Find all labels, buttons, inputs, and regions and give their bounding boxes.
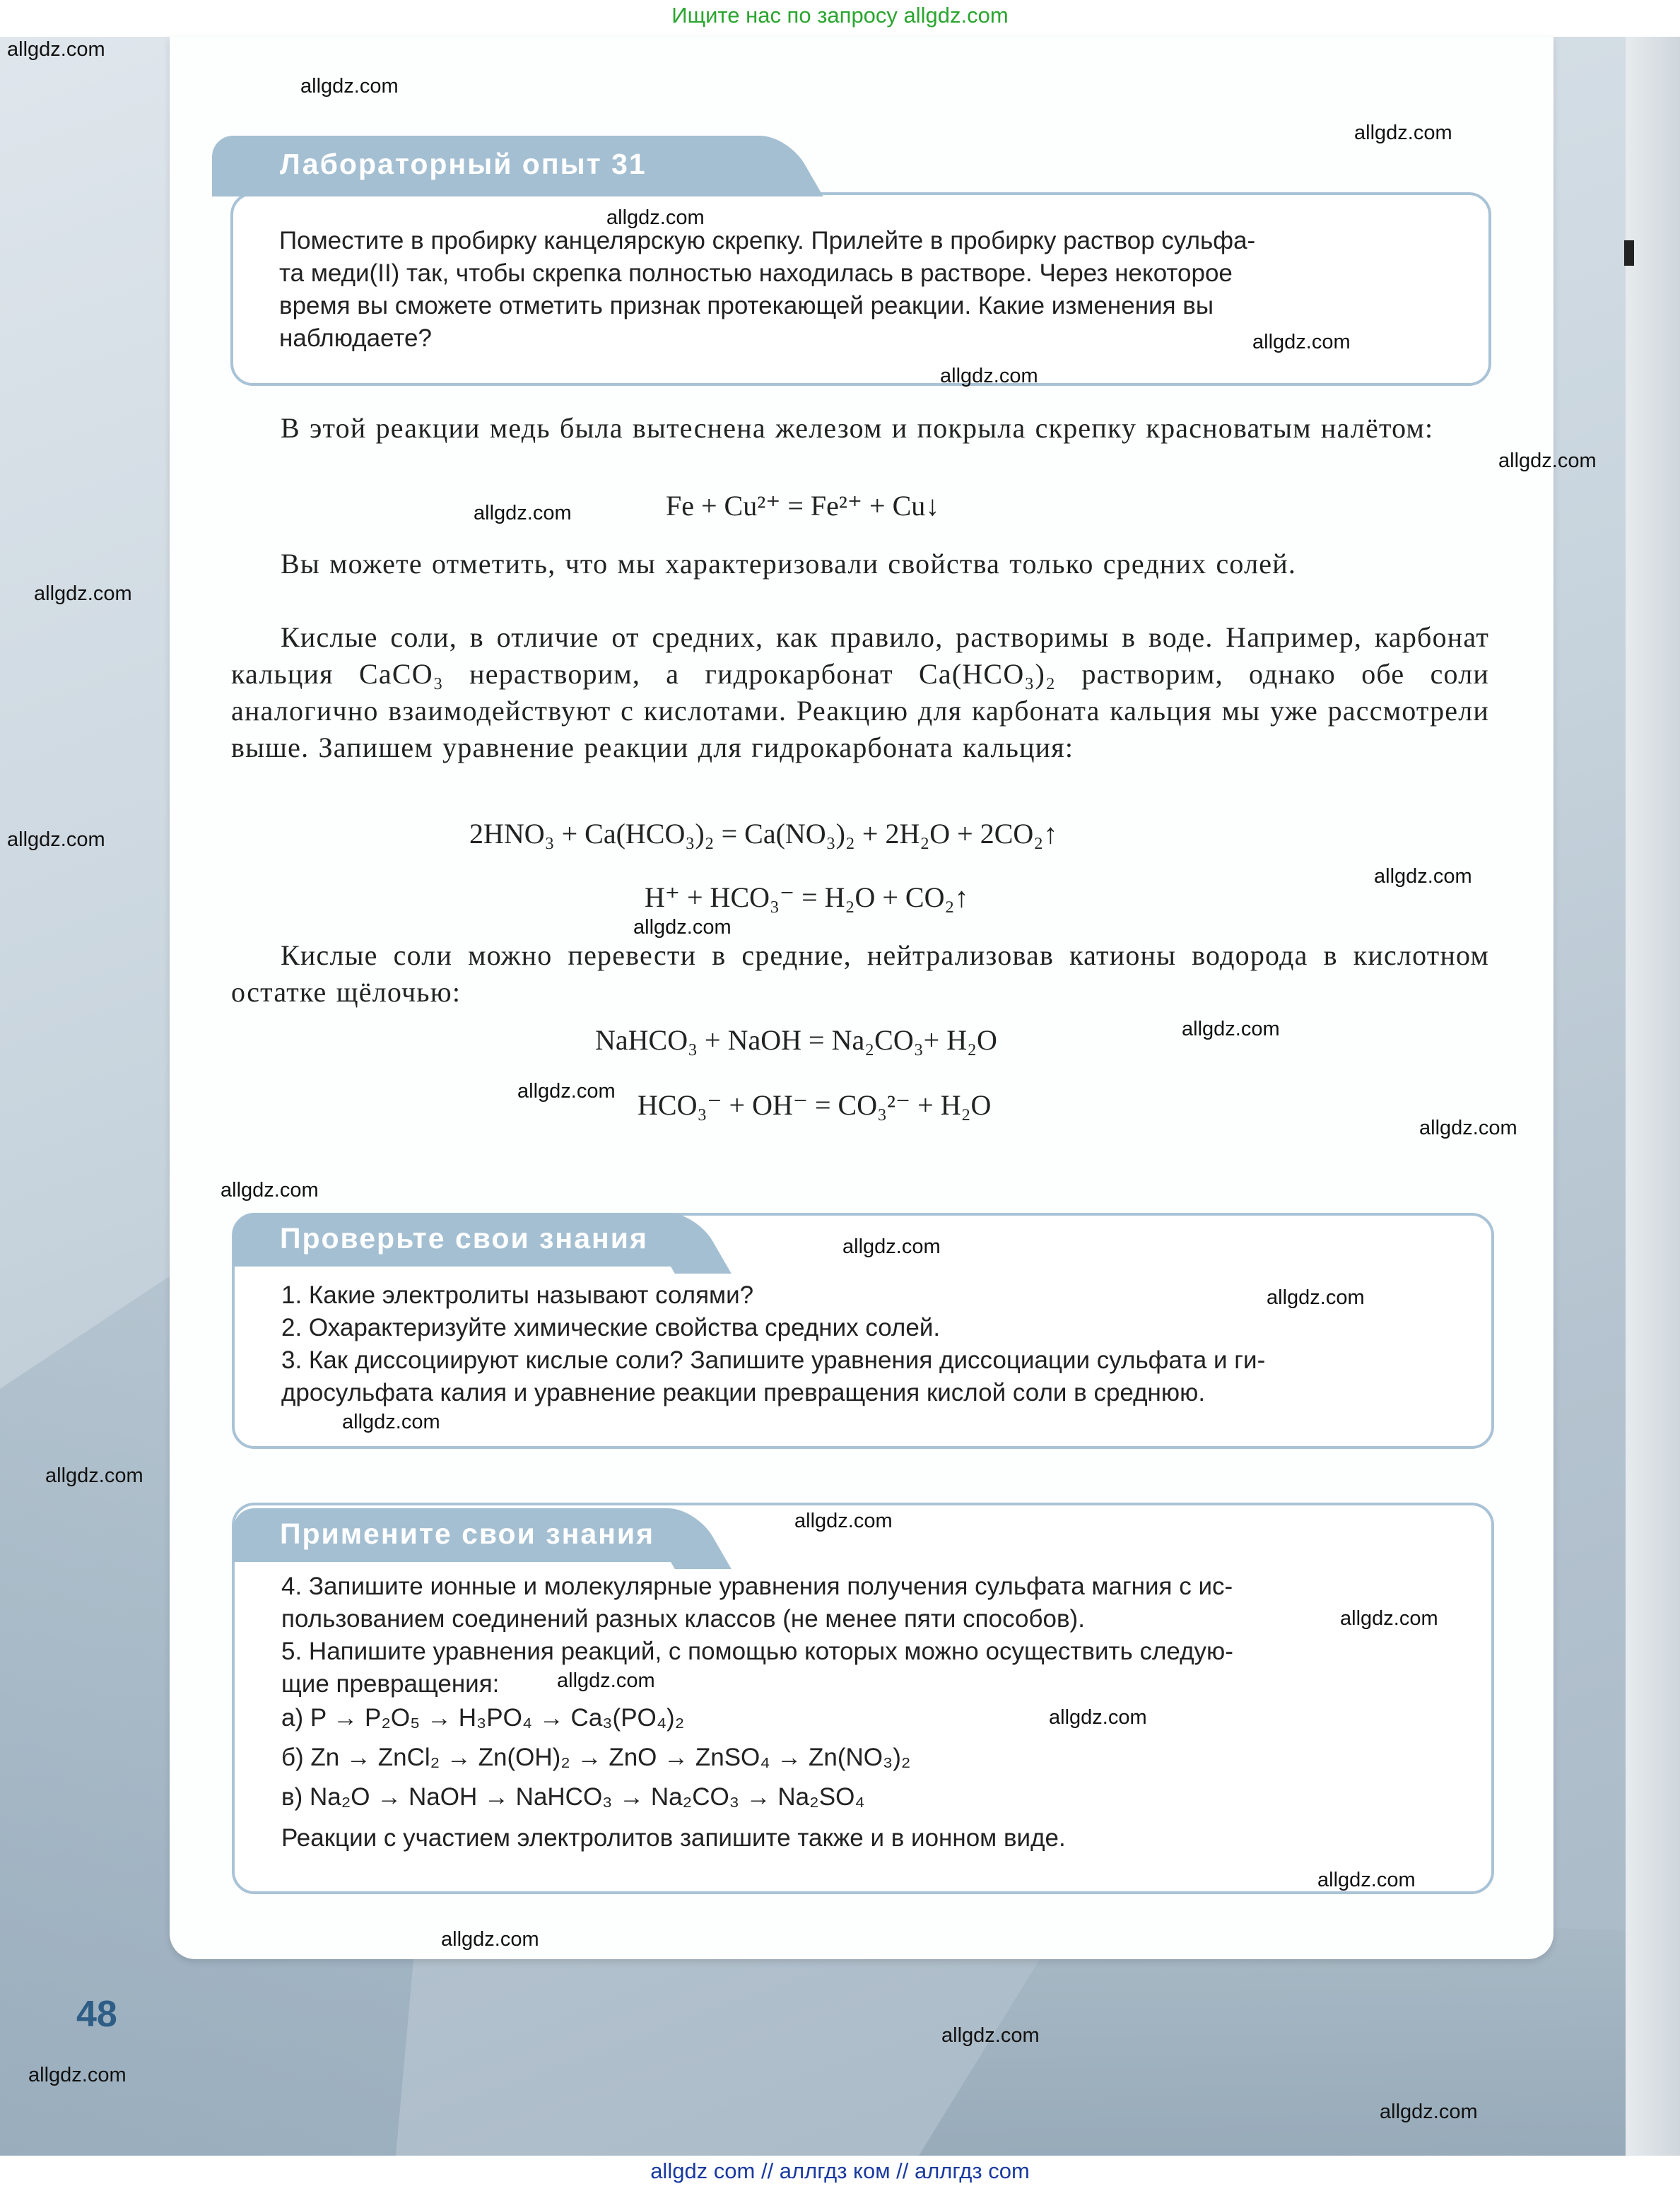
conversion-chain: а) P → P₂O₅ → H₃PO₄ → Ca₃(PO₄)₂ (281, 1704, 685, 1732)
conversion-chain: б) Zn → ZnCl₂ → Zn(OH)₂ → ZnO → ZnSO₄ → Zn(NO₃)₂ (281, 1744, 911, 1771)
lab-line: наблюдаете? (279, 324, 432, 352)
lab-line: время вы сможете отметить признак протекающей реакции. Какие изменения вы (279, 292, 1214, 319)
watermark: allgdz.com (794, 1510, 893, 1532)
watermark: allgdz.com (940, 365, 1038, 387)
lab-line: Поместите в пробирку канцелярскую скрепку. Прилейте в пробирку раствор сульфа- (279, 227, 1256, 254)
equation: H⁺ + HCO₃⁻ = H₂O + CO₂↑ (645, 881, 969, 913)
watermark: allgdz.com (7, 828, 105, 851)
watermark: allgdz.com (1317, 1869, 1416, 1891)
watermark: allgdz.com (1252, 331, 1351, 353)
paragraph: В этой реакции медь была вытеснена железом и покрыла скрепку красноватым налётом: (281, 412, 1434, 444)
equation: 2HNO₃ + Ca(HCO₃)₂ = Ca(NO₃)₂ + 2H₂O + 2CO₂↑ (469, 818, 1058, 850)
paragraph: Вы можете отметить, что мы характеризовали свойства только средних солей. (281, 548, 1297, 580)
watermark: allgdz.com (474, 502, 572, 524)
watermark: allgdz.com (1340, 1607, 1438, 1630)
watermark: allgdz.com (342, 1411, 440, 1433)
paragraph: Кислые соли, в отличие от средних, как правило, растворимы в воде. Например, карбонат кальция CaCO₃ нерастворим, а гидрокарбонат Ca(HCO₃)₂ растворим, однако обе соли аналогично взаимодействуют с кислотами. Реакцию для карбоната кальция мы уже рассмотрели выше. Запишем уравнение реакции для гидрокарбоната кальция: (231, 621, 1489, 763)
book-edge (1626, 37, 1680, 2156)
check-question: 3. Как диссоциируют кислые соли? Запишите уравнения диссоциации сульфата и ги- (281, 1346, 1266, 1374)
apply-note: Реакции с участием электролитов запишите также и в ионном виде. (281, 1824, 1066, 1852)
watermark: allgdz.com (633, 916, 732, 939)
apply-title: Примените свои знания (233, 1508, 686, 1562)
watermark: allgdz.com (221, 1179, 319, 1202)
watermark: allgdz.com (45, 1464, 143, 1487)
watermark: allgdz.com (34, 582, 132, 605)
watermark: allgdz.com (300, 75, 399, 98)
paragraph: Кислые соли можно перевести в средние, нейтрализовав катионы водорода в кислотном остатке щёлочью: (231, 939, 1489, 1008)
watermark: allgdz.com (1354, 122, 1452, 144)
header-note: Ищите нас по запросу allgdz.com (671, 3, 1009, 28)
watermark: allgdz.com (1182, 1018, 1280, 1040)
watermark: allgdz.com (606, 206, 705, 229)
equation: HCO₃⁻ + OH⁻ = CO₃²⁻ + H₂O (638, 1089, 992, 1121)
watermark: allgdz.com (1049, 1706, 1147, 1729)
lab-line: та меди(II) так, чтобы скрепка полностью находилась в растворе. Через некоторое (279, 259, 1233, 287)
watermark: allgdz.com (941, 2024, 1040, 2047)
conversion-chain: в) Na₂O → NaOH → NaHCO₃ → Na₂CO₃ → Na₂SO₄ (281, 1783, 865, 1811)
watermark: allgdz.com (28, 2064, 127, 2086)
apply-question: пользованием соединений разных классов (не менее пяти способов). (281, 1605, 1085, 1633)
watermark: allgdz.com (1374, 865, 1472, 888)
footer-note: allgdz com // аллгдз ком // аллгдз com (650, 2158, 1030, 2183)
apply-question: 5. Напишите уравнения реакций, с помощью которых можно осуществить следую- (281, 1638, 1233, 1665)
page-number: 48 (76, 1994, 117, 2035)
watermark: allgdz.com (441, 1928, 539, 1951)
edge-mark (1624, 240, 1634, 266)
check-title: Проверьте свои знания (233, 1213, 686, 1267)
watermark: allgdz.com (517, 1080, 616, 1103)
watermark: allgdz.com (1498, 450, 1597, 472)
check-question: 1. Какие электролиты называют солями? (281, 1281, 754, 1309)
check-question: 2. Охарактеризуйте химические свойства средних солей. (281, 1314, 941, 1341)
watermark: allgdz.com (1419, 1117, 1517, 1139)
watermark: allgdz.com (557, 1669, 655, 1692)
apply-question: щие превращения: (281, 1670, 500, 1698)
lab-title: Лабораторный опыт 31 (212, 136, 777, 196)
equation: Fe + Cu²⁺ = Fe²⁺ + Cu↓ (666, 490, 940, 522)
watermark: allgdz.com (1267, 1286, 1365, 1309)
watermark: allgdz.com (1380, 2101, 1478, 2123)
check-question: дросульфата калия и уравнение реакции превращения кислой соли в среднюю. (281, 1379, 1206, 1406)
watermark: allgdz.com (7, 38, 105, 61)
equation: NaHCO₃ + NaOH = Na₂CO₃+ H₂O (595, 1024, 997, 1056)
apply-question: 4. Запишите ионные и молекулярные уравнения получения сульфата магния с ис- (281, 1573, 1233, 1600)
watermark: allgdz.com (842, 1235, 941, 1258)
